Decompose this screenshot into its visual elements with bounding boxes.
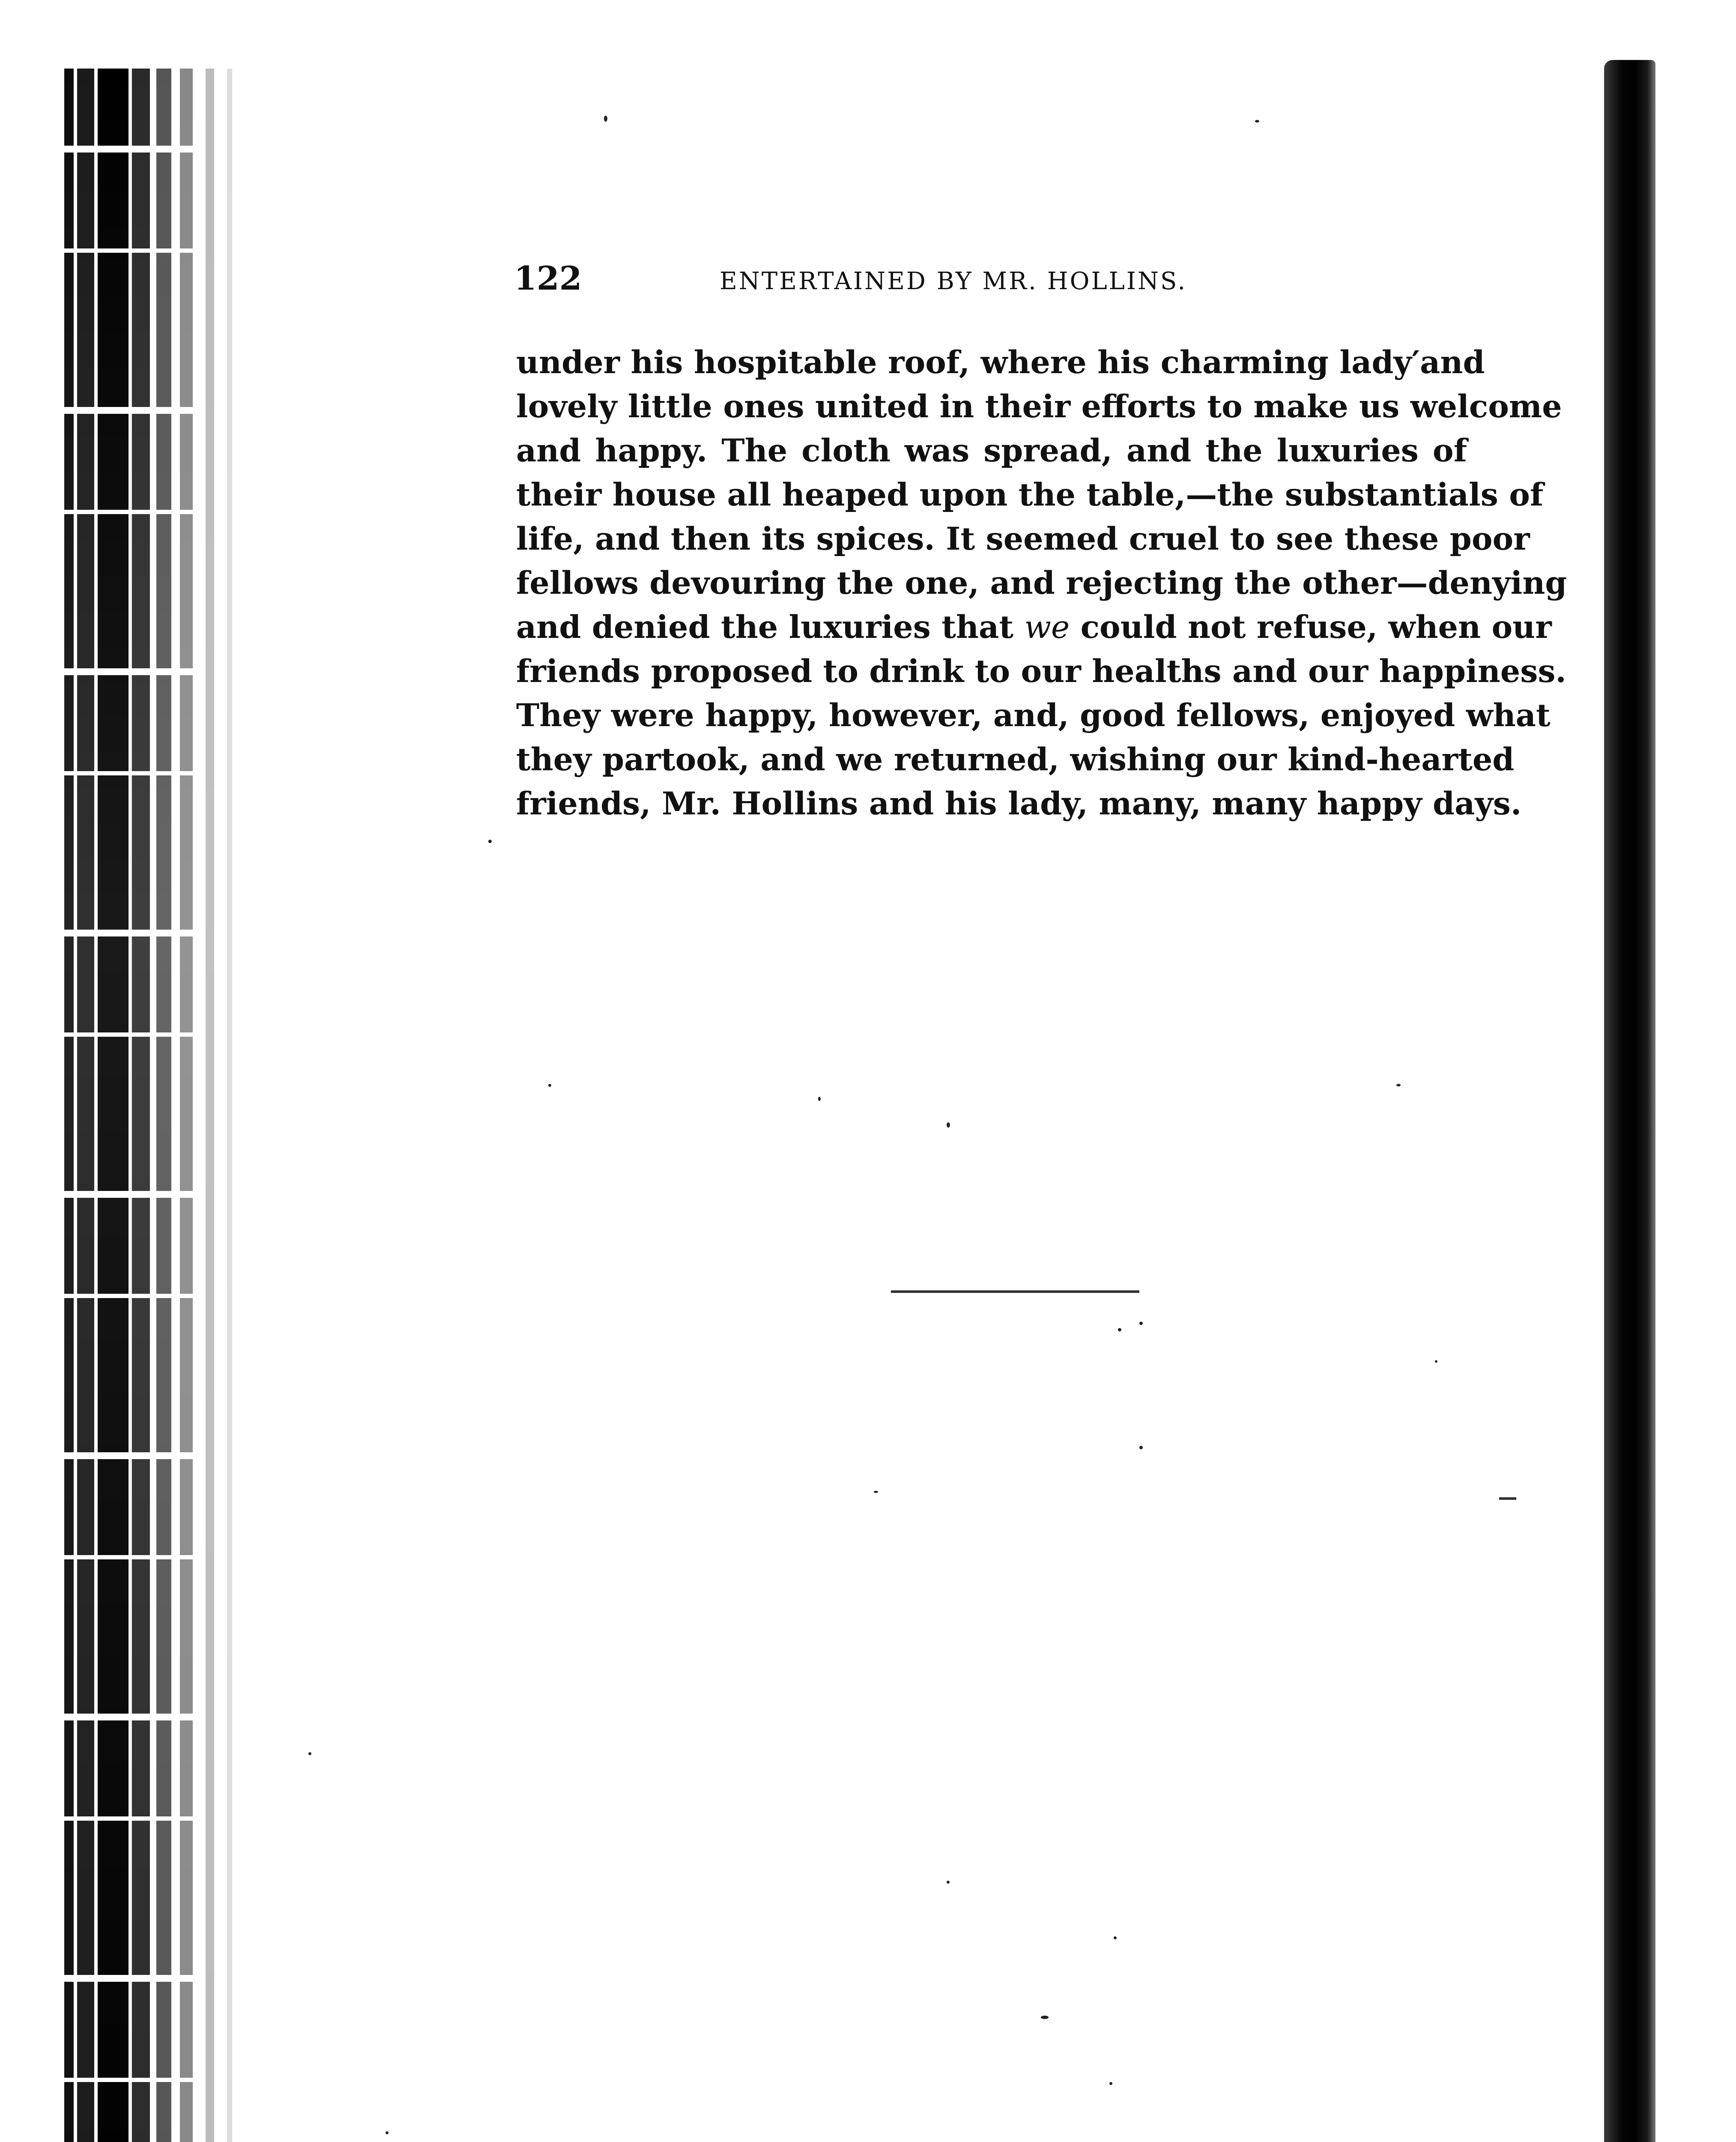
text-line: they partook, and we returned, wishing our kind-hearted [516,741,1515,778]
scan-speck [1396,1084,1401,1086]
scan-speck [308,1752,311,1755]
text-line: friends, Mr. Hollins and his lady, many, many happy days. [516,785,1522,822]
scan-speck [874,1491,878,1493]
scan-speck [1139,1322,1143,1325]
scanned-page-edge [1604,60,1655,2142]
text-line: life, and then its spices. It seemed cruel to see these poor [516,521,1530,557]
scan-speck [1255,120,1259,123]
scan-speck [604,116,607,122]
text-line: and happy. The cloth was spread, and the luxuries of [516,432,1467,469]
scan-speck [385,2131,388,2134]
text-line: friends proposed to drink to our healths and our happiness. [516,653,1566,690]
scan-dash [1499,1497,1516,1500]
scan-speck [818,1097,821,1101]
scan-dash [891,1290,1139,1293]
text-line: under his hospitable roof, where his charming lady′and [516,344,1485,381]
scan-speck [947,1881,950,1884]
text-line: fellows devouring the one, and rejecting the other—denying [516,565,1567,601]
page-number: 122 [514,259,582,297]
scan-speck [1435,1360,1437,1363]
emphasized-word: we [1024,609,1070,646]
body-paragraph [516,341,1567,826]
text-line: their house all heaped upon the table,—the substantials of [516,476,1544,513]
text-line: They were happy, however, and, good fellows, enjoyed what [516,697,1551,734]
text-run: could not refuse, when our [1070,609,1552,646]
scan-speck [488,840,492,843]
text-run: and denied the luxuries that [516,609,1025,646]
scan-speck [548,1084,551,1087]
scan-speck [1118,1328,1121,1331]
running-title: ENTERTAINED BY MR. HOLLINS. [720,267,1187,295]
page-header [514,259,1473,298]
scan-speck [947,1122,950,1128]
scan-speck [1139,1446,1143,1449]
scan-speck [1041,2016,1049,2019]
scan-speck [1114,1936,1117,1939]
scan-speck [1109,2082,1112,2085]
text-line [516,605,1552,649]
scanned-binding-streaks [64,69,201,2142]
text-line: lovely little ones united in their efforts to make us welcome [516,388,1562,425]
